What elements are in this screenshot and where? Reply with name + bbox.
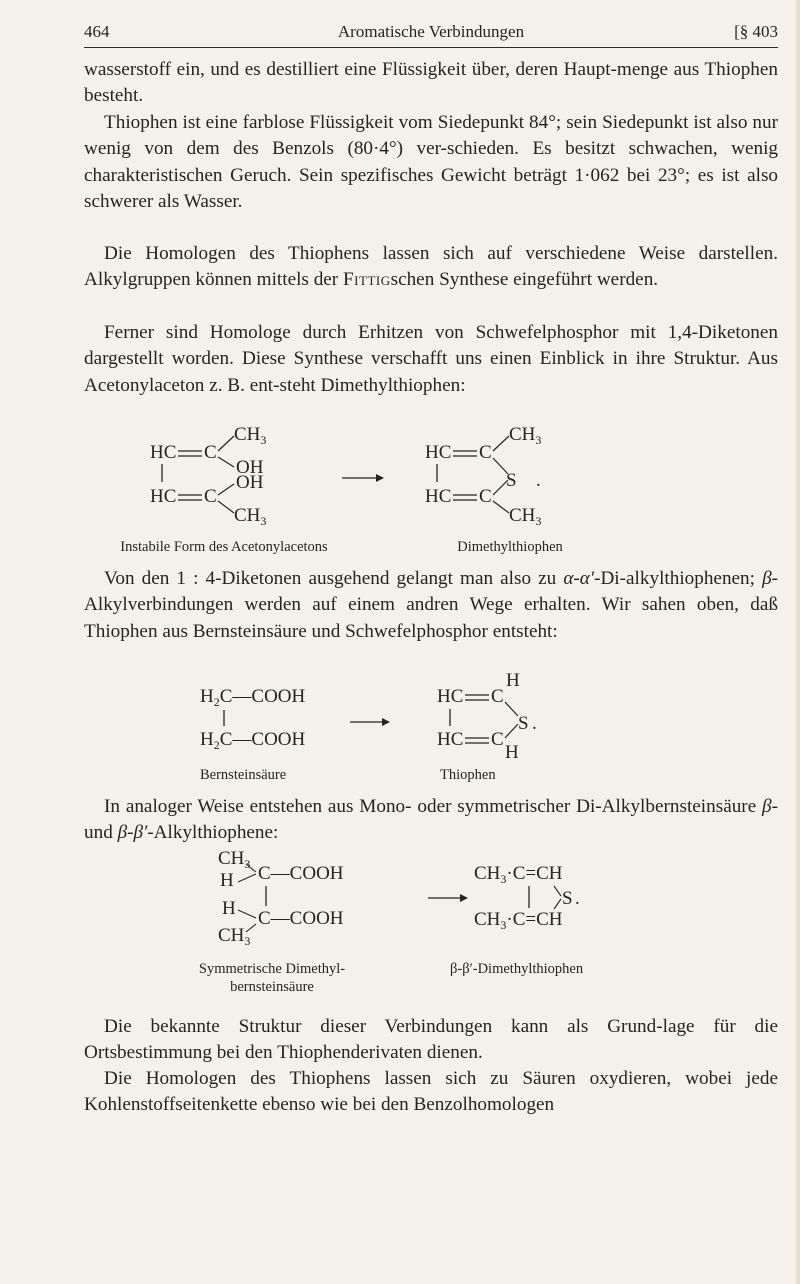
header-rule — [84, 47, 778, 48]
paragraph-5-text-a: Von den 1 : 4-Diketonen ausgehend gelangt man also zu — [104, 568, 564, 589]
f1-hc-top: HC — [150, 442, 177, 463]
f2-h2c-cooh-bottom: $H_2C—COOH$ — [200, 729, 306, 752]
f3-ch3-bottom: $CH_3$ — [218, 925, 251, 948]
paragraph-4: Ferner sind Homologe durch Erhitzen von Schwefelphosphor mit 1,4-Diketonen dargestellt worden. Diese Synthese verschafft uns einen Einblick in ihre Struktur. Aus Acetonylaceton z. B. ent-steht Dimethylthiophen: — [84, 322, 778, 396]
paragraph-6-text-b: - und — [84, 796, 778, 844]
running-header — [84, 20, 778, 46]
f3-h-top: H — [220, 870, 234, 891]
beta-symbol: β — [762, 568, 772, 589]
f1-bond-oh — [218, 457, 234, 467]
f3-right-caption: β-β′-Dimethylthiophen — [450, 961, 584, 977]
f2-h-bottom: H — [505, 742, 519, 763]
f3-left-caption-line-2: bernsteinsäure — [230, 979, 314, 995]
beta-symbol-2: β — [762, 796, 772, 817]
formula-3-svg — [218, 846, 678, 966]
f3-left-caption — [172, 960, 372, 996]
f1-sulfur: S — [506, 470, 517, 491]
f2-sulfur: S — [518, 713, 529, 734]
paragraph-3-text-a: Die Homologen des Thiophens lassen sich auf verschiedene Weise darstellen. Alkylgruppen können mittels der — [84, 243, 778, 291]
f1-ch3-top-right: $CH_3$ — [509, 424, 542, 447]
paragraph-1: wasserstoff ein, und es destilliert eine Flüssigkeit über, deren Haupt-menge aus Thiophen besteht. — [84, 59, 778, 107]
beta-beta-symbol: β-β′ — [117, 822, 148, 844]
f1-left-caption: Instabile Form des Acetonylacetons — [120, 539, 328, 555]
f2-h-top: H — [506, 672, 520, 691]
f3-ch3-c-ch-top: $CH_3\cdot C=CH$ — [474, 863, 563, 886]
page-edge-shadow — [796, 0, 800, 1284]
paragraph-6 — [84, 794, 778, 847]
f2-left-caption: Bernsteinsäure — [200, 767, 287, 783]
f3-ch3-c-ch-bottom: $CH_3\cdot C=CH$ — [474, 909, 563, 932]
running-title: Aromatische Verbindungen — [337, 22, 525, 41]
f2-c-bottom: C — [491, 729, 504, 750]
f1-ch3-top: $CH_3$ — [234, 424, 267, 447]
f1-period: . — [536, 470, 541, 491]
f1-c-bottom-right: C — [479, 486, 492, 507]
alpha-symbol: α-α′ — [563, 568, 595, 589]
paragraph-7: Die bekannte Struktur dieser Verbindungen kann als Grund-lage für die Ortsbestimmung bei den Thiophenderivaten dienen. — [84, 1016, 778, 1064]
f3-period: . — [575, 888, 580, 909]
f1-ch3-bottom: $CH_3$ — [234, 505, 267, 528]
f3-h-bottom: H — [222, 898, 236, 919]
paragraph-5-text-b: -Di-alkylthiophenen; — [594, 568, 763, 589]
f1-c-top: C — [204, 442, 217, 463]
paragraph-3-text-b: schen Synthese eingeführt werden. — [390, 269, 659, 291]
paragraph-6-text-a: In analoger Weise entstehen aus Mono- oder symmetrischer Di-Alkylbernsteinsäure — [104, 796, 763, 817]
f3-ch3-top: $CH_3$ — [218, 848, 251, 871]
paragraph-5-text-c: -Alkylverbindungen werden auf einem andren Wege erhalten. Wir sahen oben, daß Thiophen aus Bernsteinsäure und Schwefelphosphor entsteht: — [84, 568, 779, 642]
f1-hc-top-right: HC — [425, 442, 452, 463]
paragraph-5 — [84, 566, 778, 645]
paragraph-2: Thiophen ist eine farblose Flüssigkeit vom Siedepunkt 84°; sein Siedepunkt ist also nur wenig von dem des Benzols (80·4°) ver-schieden. Es besitzt schwachen, wenig charakteristischen Geruch. Sein spezifisches Gewicht beträgt 1·062 bei 23°; es ist also schwerer als Wasser. — [84, 112, 778, 212]
f1-bond-ch3 — [218, 436, 234, 451]
formula-dimethylbernsteinsaeure — [218, 846, 678, 966]
f2-h2c-cooh-top: $H_2C—COOH$ — [200, 686, 306, 709]
f3-left-caption-line-1: Symmetrische Dimethyl- — [198, 961, 346, 977]
f1-hc-bottom-right: HC — [425, 486, 452, 507]
section-marker: [§ 403 — [734, 22, 778, 41]
f3-c-cooh-bottom: C—COOH — [258, 908, 344, 929]
f2-right-caption: Thiophen — [440, 767, 496, 783]
paragraph-8: Die Homologen des Thiophens lassen sich zu Säuren oxydieren, wobei jede Kohlenstoffseitenkette ebenso wie bei den Benzolhomologen — [84, 1068, 778, 1116]
author-name: Fittig — [343, 269, 391, 291]
f1-oh-top: OH — [236, 457, 264, 478]
f3-sulfur: S — [562, 888, 573, 909]
f1-c-top-right: C — [479, 442, 492, 463]
f2-c-top: C — [491, 686, 504, 707]
f1-oh-bottom: OH — [236, 472, 264, 493]
f2-hc-bottom: HC — [437, 729, 464, 750]
paragraph-3 — [84, 241, 778, 294]
f1-right-caption: Dimethylthiophen — [457, 539, 563, 555]
f2-hc-top: HC — [437, 686, 464, 707]
paragraph-6-text-c: -Alkylthiophene: — [147, 822, 279, 844]
f1-ch3-bottom-right: $CH_3$ — [509, 505, 542, 528]
f1-hc-bottom: HC — [150, 486, 177, 507]
page-number: 464 — [84, 22, 110, 41]
f3-c-cooh-top: C—COOH — [258, 863, 344, 884]
f1-c-bottom: C — [204, 486, 217, 507]
f2-period: . — [532, 713, 537, 734]
